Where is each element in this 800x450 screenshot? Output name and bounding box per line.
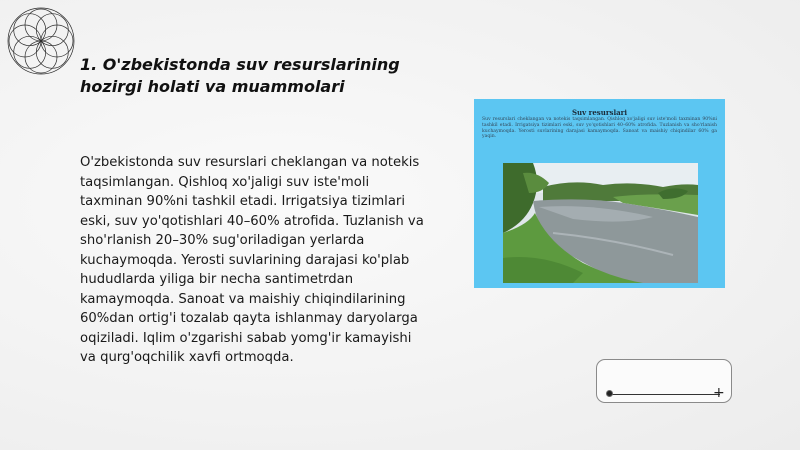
decorative-logo-icon — [4, 4, 78, 78]
slide-title-line-2: hozirgi holati va muammolari — [80, 77, 345, 96]
figure-image — [474, 99, 725, 288]
slider-track[interactable] — [610, 394, 720, 395]
slide-body-text: O'zbekistonda suv resurslari cheklangan va notekis taqsimlangan. Qishloq xo'jaligi suv iste'moli taxminan 90%ni tashkil etadi. Irrigatsiya tizimlari eski, suv yo'qotishlari 40–60% atrofida. Tuzlanish va sho'rlanish 20–30% sug'oriladigan yerlarda kuchaymoqda. Yerosti suvlarining darajasi ko'plab hududlarda yiliga bir necha santimetrdan kamaymoqda. Sanoat va maishiy chiqindilarining 60%dan ortig'i tozalab qayta ishlanmay daryolarga oqiziladi. Iqlim o'zgarishi sabab yomg'ir kamayishi va qurg'oqchilik xavfi ortmoqda. — [80, 155, 424, 365]
slide-title-line-1: 1. O'zbekistonda suv resurslarining — [80, 55, 400, 74]
figure-title: Suv resurslari — [572, 108, 627, 117]
slide-title — [80, 54, 440, 98]
audio-slider-control[interactable] — [596, 359, 732, 403]
plus-icon[interactable]: + — [713, 385, 725, 401]
figure-text: Suv resurslari cheklangan va notekis taqsimlangan. Qishloq xo'jaligi suv iste'moli taxminan 90%ni tashkil etadi. Irrigatsiya tizimlari eski, suv yo'qotishlari 40–60% atrofida. Tuzlanish va sho'rlanish kuchaymoqda. Yerosti suvlarining darajasi kamaymoqda. Sanoat va maishiy chiqindilar 60% ga yaqin. — [482, 117, 717, 140]
river-photo — [503, 163, 698, 283]
slider-handle-icon[interactable] — [606, 390, 613, 397]
